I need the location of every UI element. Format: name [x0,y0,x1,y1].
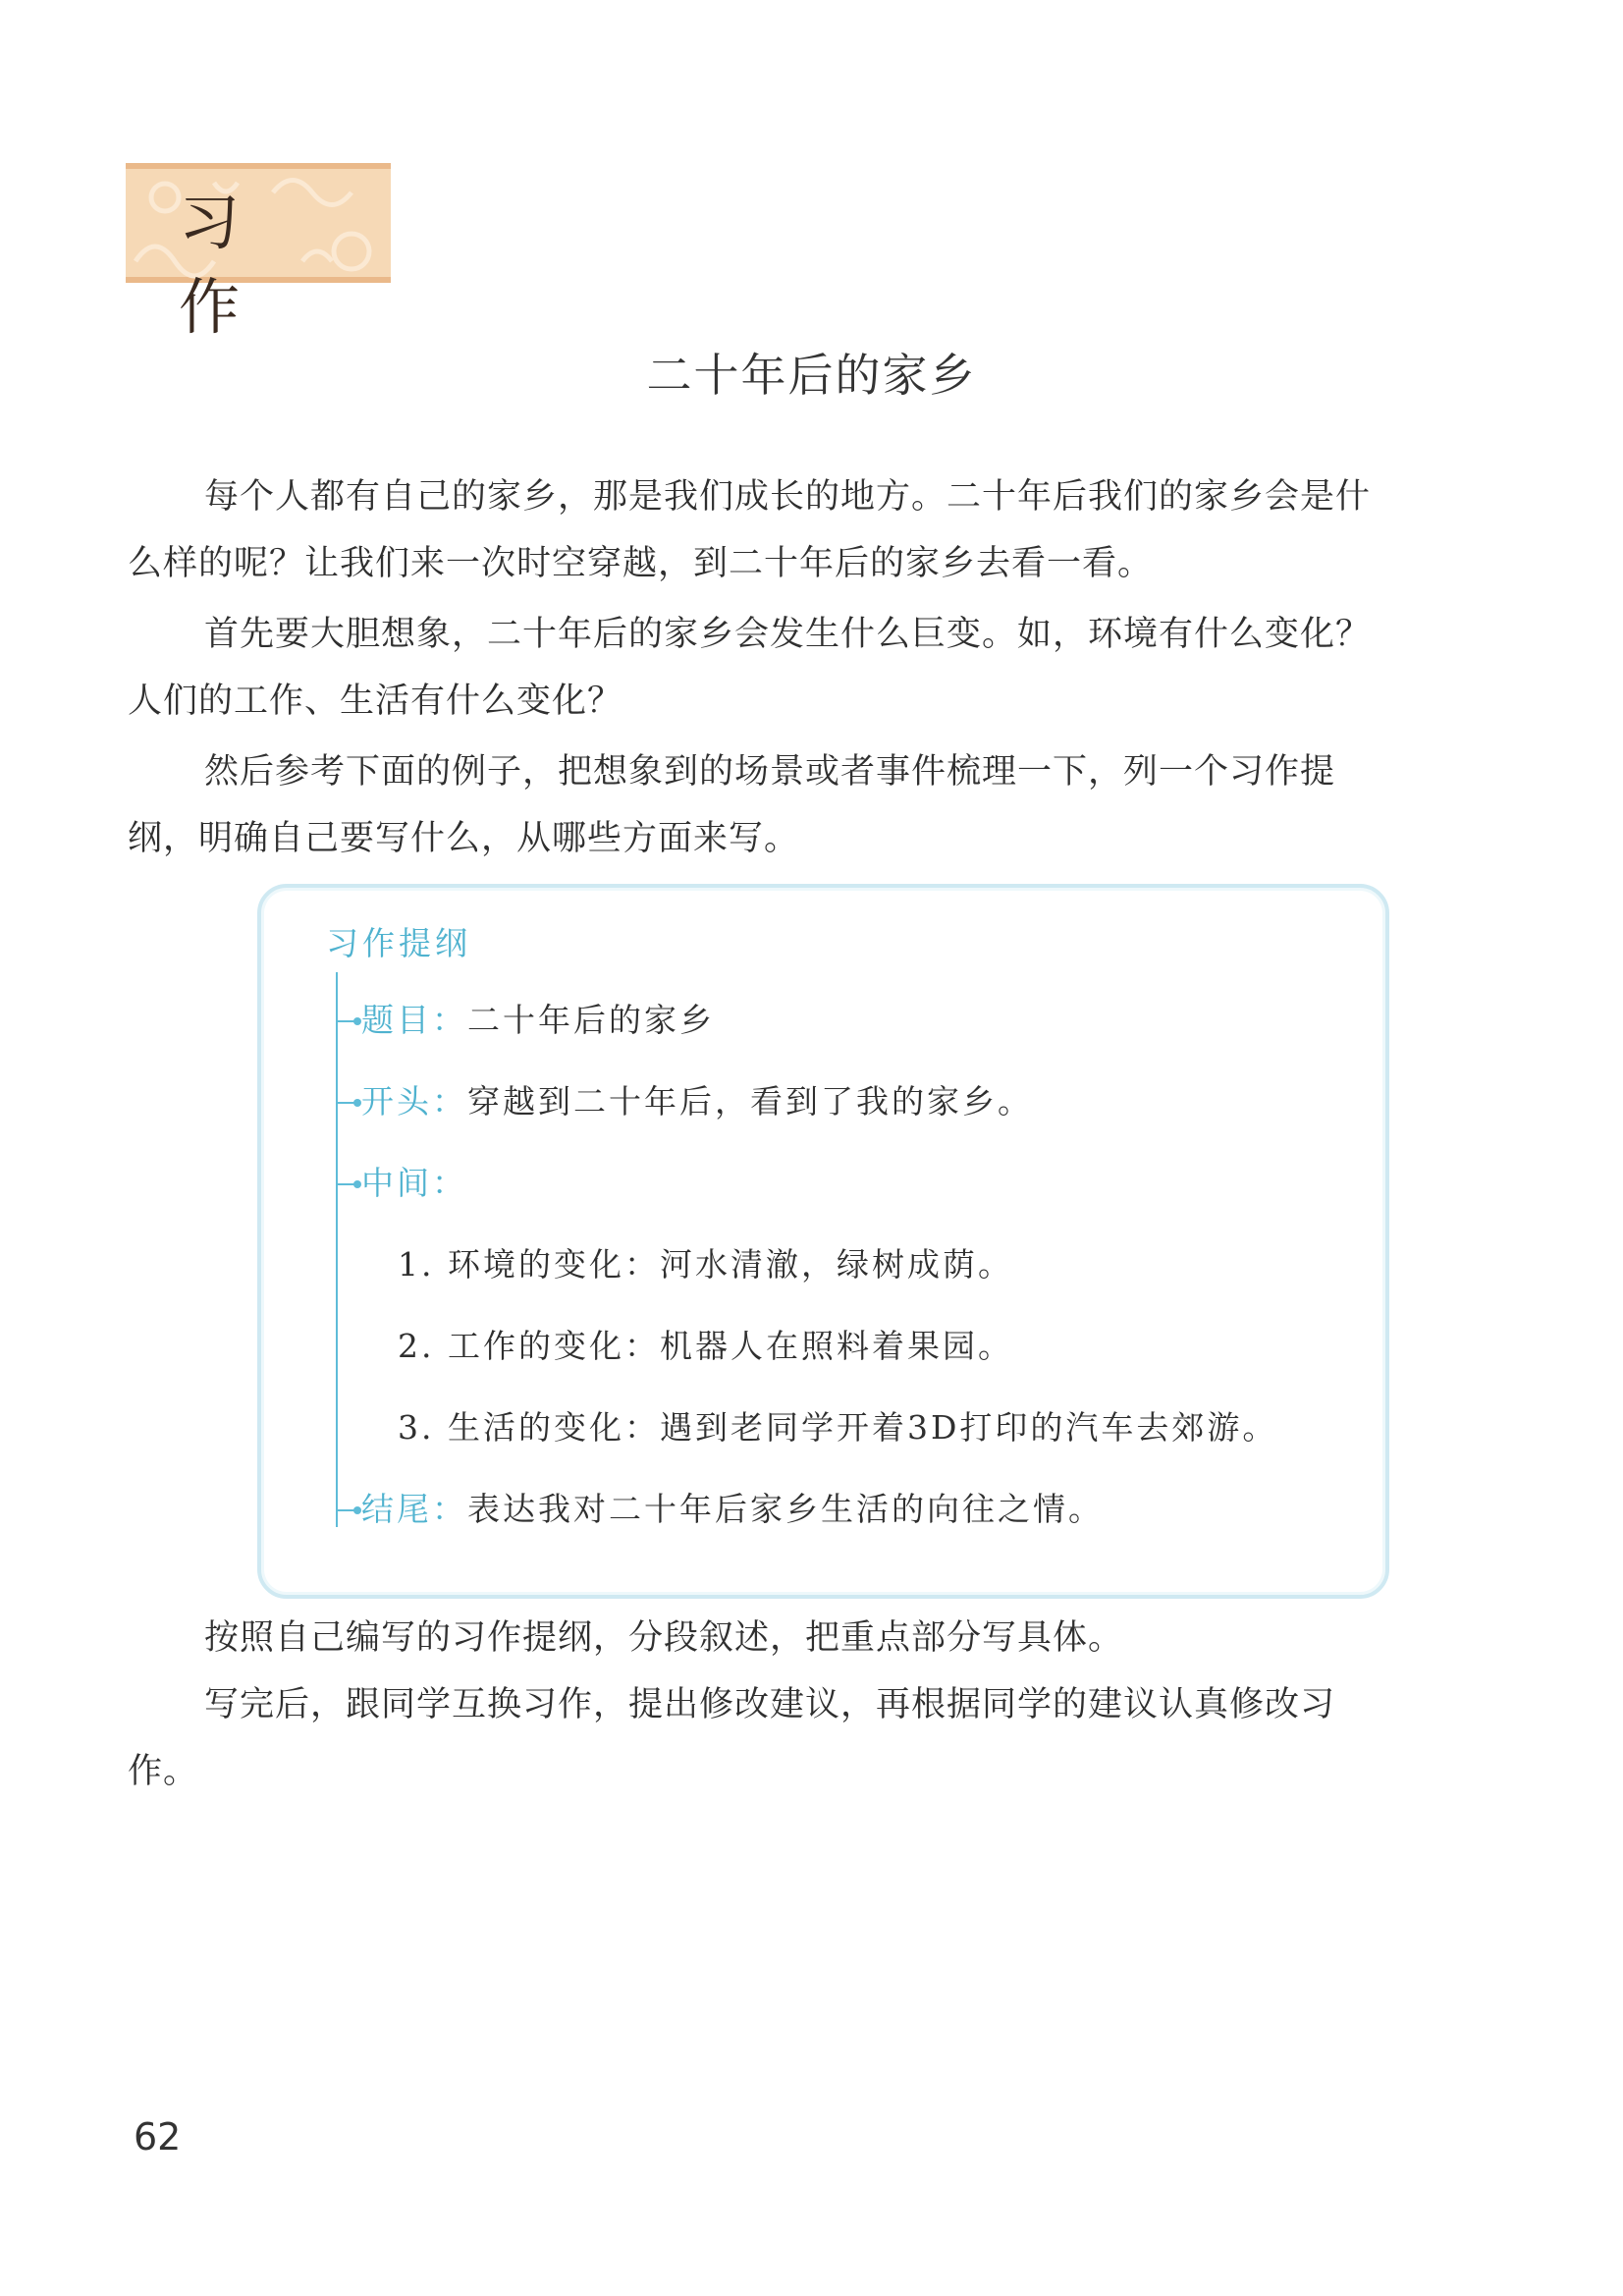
outline-opening-key: 开头： [361,1082,467,1121]
outline-heading: 习作提纲 [326,924,471,962]
outline-middle-item: 2. 工作的变化：机器人在照料着果园。 [398,1327,1013,1365]
outline-middle-item: 1. 环境的变化：河水清澈，绿树成荫。 [398,1245,1013,1284]
page-number: 62 [134,2115,182,2159]
outline-branch [336,1020,357,1022]
outline-topic-key: 题目： [361,1001,467,1039]
closing-paragraph: 按照自己编写的习作提纲，分段叙述，把重点部分写具体。 [204,1618,1124,1658]
outline-instruction-paragraph: 然后参考下面的例子，把想象到的场景或者事件梳理一下，列一个习作提纲，明确自己要写什么，从哪些方面来写。 [128,752,1336,858]
section-banner [126,163,391,343]
outline-branch [336,1183,357,1185]
closing-paragraph: 写完后，跟同学互换习作，提出修改建议，再根据同学的建议认真修改习作。 [128,1685,1336,1791]
outline-branch [336,1102,357,1104]
outline-ending [361,1488,1104,1531]
outline-middle-key: 中间： [361,1164,467,1202]
outline-middle-item: 3. 生活的变化：遇到老同学开着3D打印的汽车去郊游。 [398,1408,1278,1447]
section-label: 习 作 [179,187,278,343]
outline-tree-line [336,972,338,1527]
outline-ending-key: 结尾： [361,1490,467,1528]
outline-branch [336,1509,357,1511]
instruction-paragraph: 首先要大胆想象，二十年后的家乡会发生什么巨变。如，环境有什么变化？人们的工作、生活有什么变化？ [128,615,1372,721]
outline-ending-value: 表达我对二十年后家乡生活的向往之情。 [467,1490,1104,1528]
page-title: 二十年后的家乡 [646,349,977,402]
intro-paragraph: 每个人都有自己的家乡，那是我们成长的地方。二十年后我们的家乡会是什么样的呢？让我们来一次时空穿越，到二十年后的家乡去看一看。 [128,477,1372,583]
outline-topic [361,999,715,1042]
outline-middle [361,1162,467,1205]
outline-opening [361,1080,1033,1123]
outline-topic-value: 二十年后的家乡 [467,1001,715,1039]
outline-opening-value: 穿越到二十年后，看到了我的家乡。 [467,1082,1033,1121]
